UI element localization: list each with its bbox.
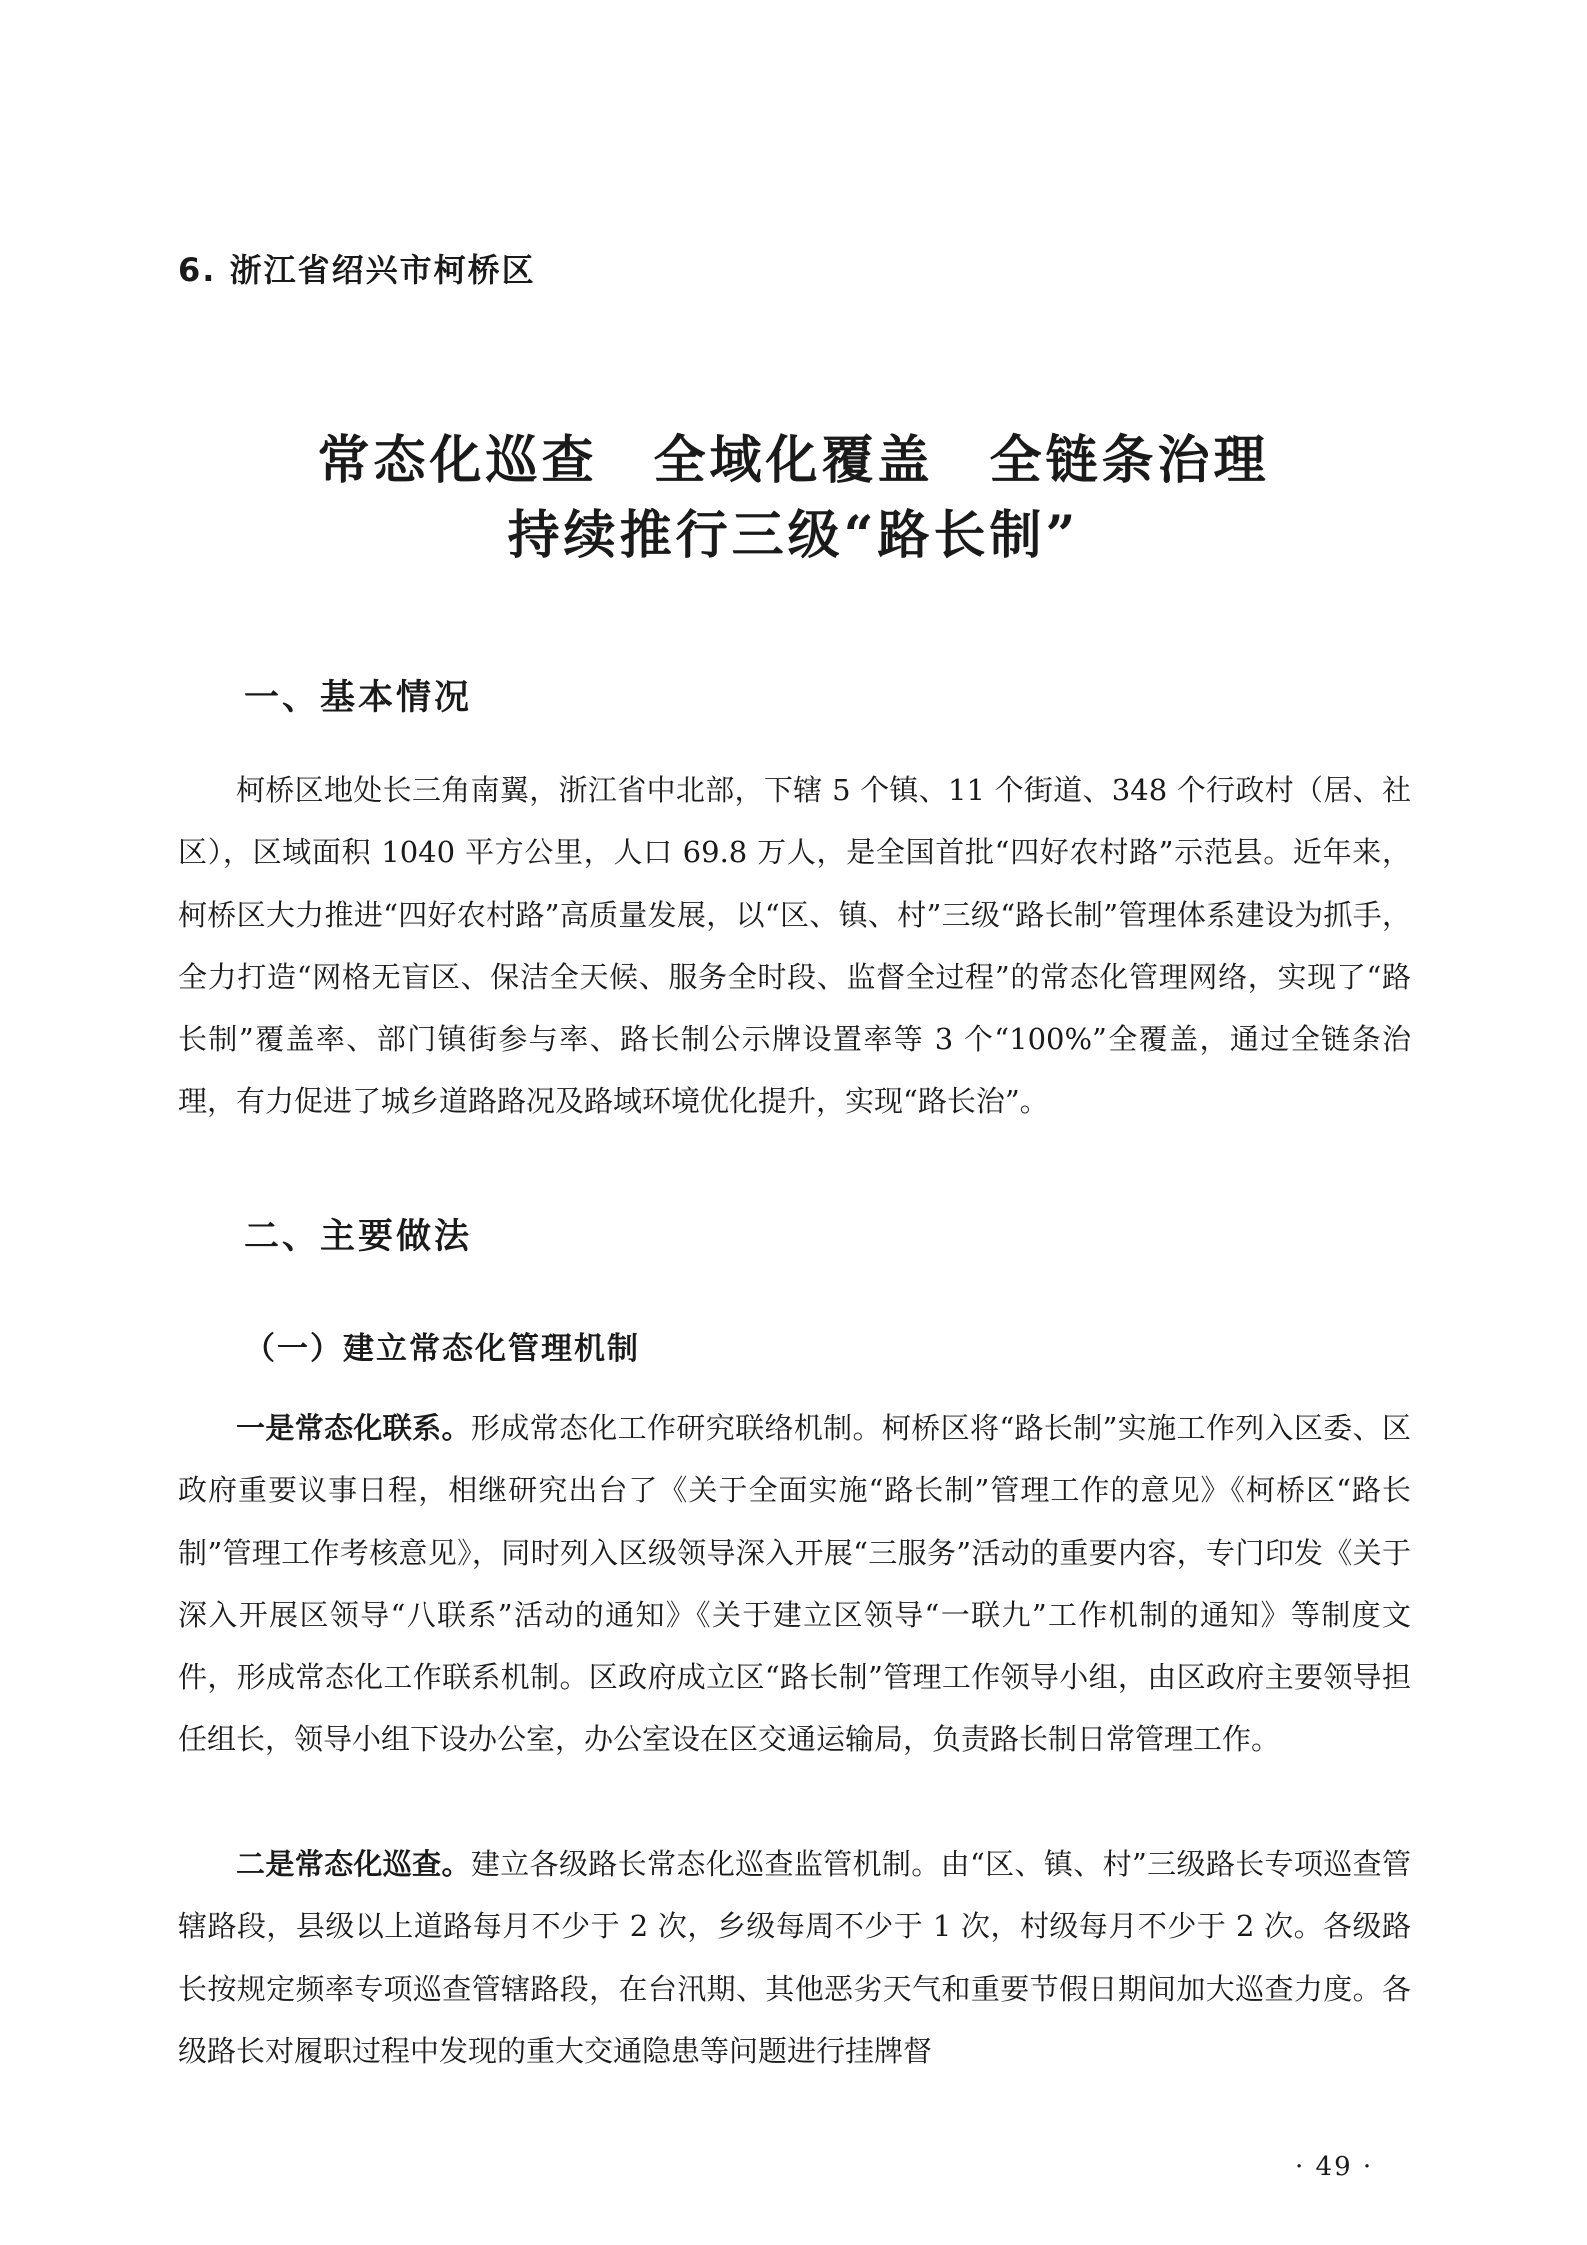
paragraph-lead: 一是常态化联系。 [236, 1411, 471, 1445]
paragraph-basic-situation: 柯桥区地处长三角南翼，浙江省中北部，下辖 5 个镇、11 个街道、348 个行政村（居、社区），区域面积 1040 平方公里，人口 69.8 万人，是全国首批“四好农村路”示范县。近年来，柯桥区大力推进“四好农村路”高质量发展，以“区、镇、村”三级“路长制”管理体系建设为抓手，全力打造“网格无盲区、保洁全天候、服务全时段、监督全过程”的常态化管理网络，实现了“路长制”覆盖率、部门镇街参与率、路长制公示牌设置率等 3 个“100%”全覆盖，通过全链条治理，有力促进了城乡道路路况及路域环境优化提升，实现“路长治”。 [178, 773, 1411, 1119]
main-title-line-1: 常态化巡查 全域化覆盖 全链条治理 [317, 430, 1270, 491]
paragraph-regular-contact [178, 1397, 1411, 1771]
paragraph-regular-patrol [178, 1833, 1411, 2082]
subsection-heading: （一）建立常态化管理机制 [244, 1331, 640, 1367]
paragraph-lead: 二是常态化巡查。 [236, 1847, 471, 1881]
section-heading-main-practices: 二、主要做法 [244, 1217, 473, 1257]
case-title: 6. 浙江省绍兴市柯桥区 [178, 251, 536, 289]
paragraph-body: 建立各级路长常态化巡查监管机制。由“区、镇、村”三级路长专项巡查管辖路段，县级以上道路每月不少于 2 次，乡级每周不少于 1 次，村级每月不少于 2 次。各级路长按规定频率专项巡查管辖路段，在台汛期、其他恶劣天气和重要节假日期间加大巡查力度。各级路长对履职过程中发现的重大交通隐患等问题进行挂牌督 [178, 1847, 1411, 2068]
paragraph-body: 形成常态化工作研究联络机制。柯桥区将“路长制”实施工作列入区委、区政府重要议事日程，相继研究出台了《关于全面实施“路长制”管理工作的意见》《柯桥区“路长制”管理工作考核意见》，同时列入区级领导深入开展“三服务”活动的重要内容，专门印发《关于深入开展区领导“八联系”活动的通知》《关于建立区领导“一联九”工作机制的通知》等制度文件，形成常态化工作联系机制。区政府成立区“路长制”管理工作领导小组，由区政府主要领导担任组长，领导小组下设办公室，办公室设在区交通运输局，负责路长制日常管理工作。 [178, 1411, 1411, 1757]
main-title-line-2: 持续推行三级“路长制” [507, 505, 1080, 566]
section-heading-basic-situation: 一、基本情况 [244, 678, 473, 718]
page-number: · 49 · [1295, 2152, 1374, 2182]
